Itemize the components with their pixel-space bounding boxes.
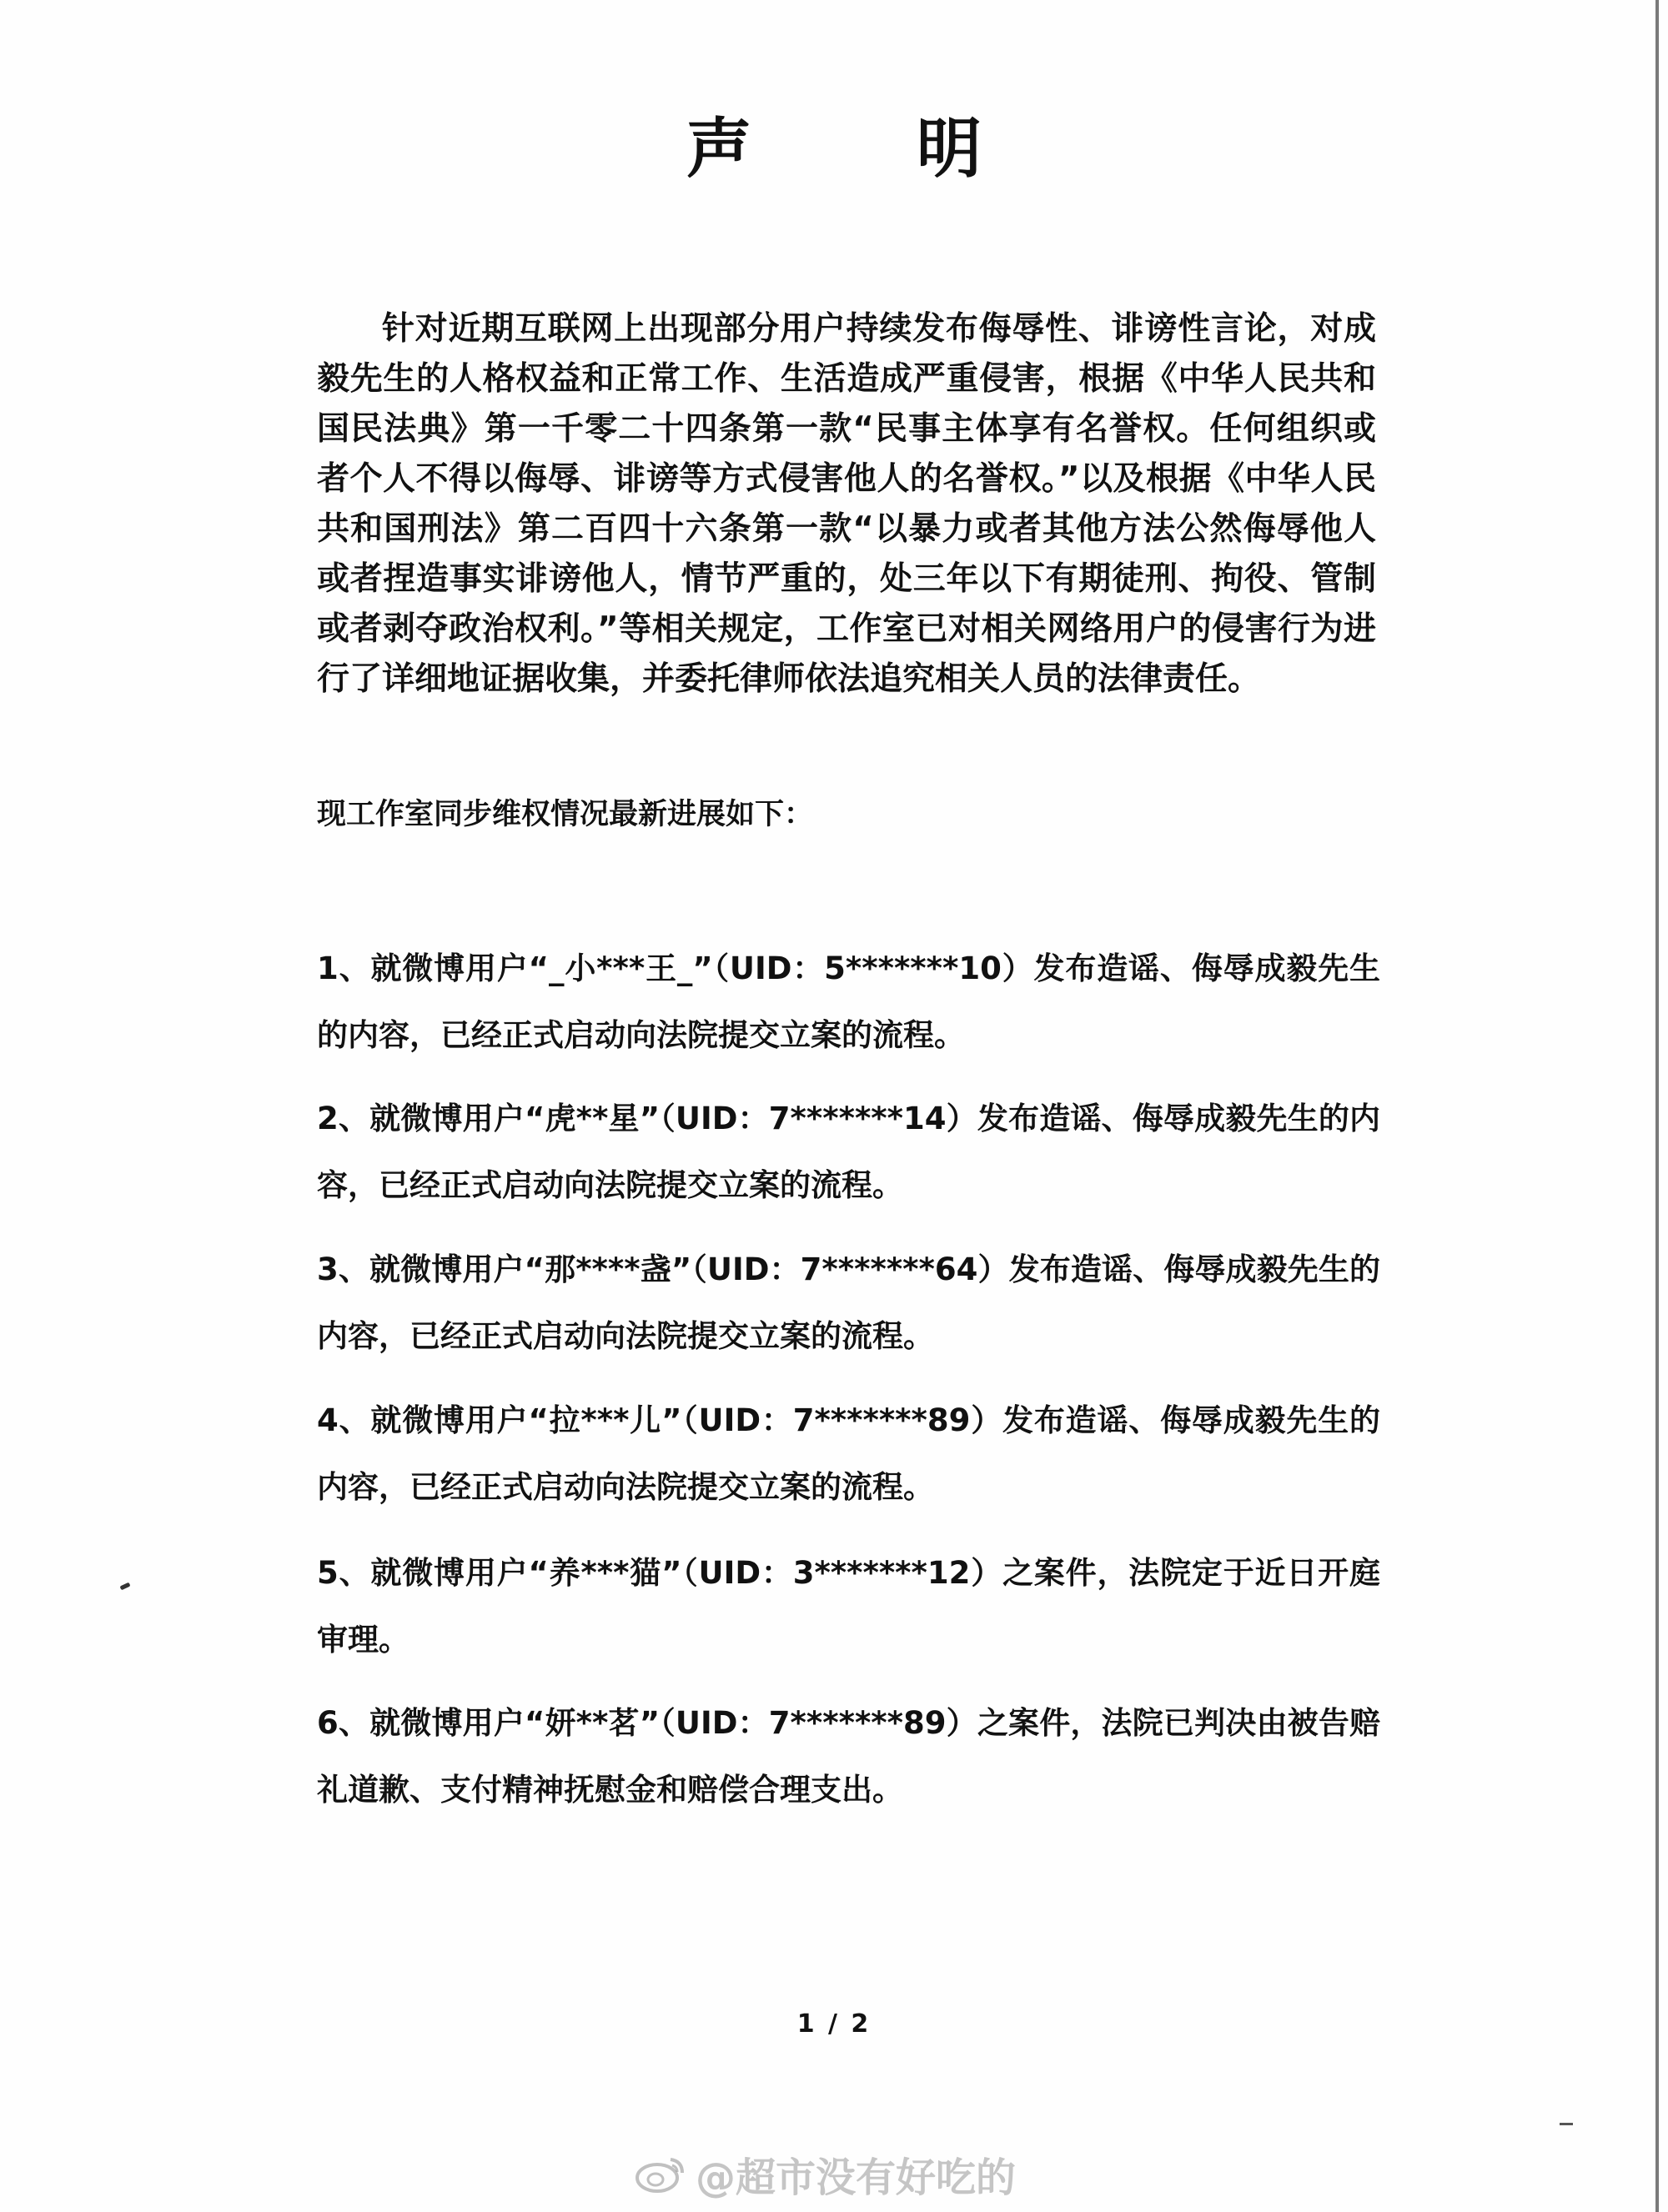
- page-number: 1 / 2: [796, 2009, 872, 2039]
- document-title: 声 明: [686, 111, 1032, 187]
- scan-artifact-dash: [1560, 2123, 1573, 2125]
- weibo-logo-icon: [634, 2153, 687, 2194]
- progress-item-6: 6、就微博用户“妍**茗”（UID：7*******89）之案件，法院已判决由被告赔礼道歉、支付精神抚慰金和赔偿合理支出。: [317, 1705, 1380, 1808]
- progress-lead-text: 现工作室同步维权情况最新进展如下：: [317, 798, 814, 831]
- scan-artifact-mark: [120, 1583, 131, 1591]
- scan-edge-line: [1655, 0, 1659, 2212]
- watermark: [634, 2144, 1016, 2203]
- progress-item-5: 5、就微博用户“养***猫”（UID：3*******12）之案件，法院定于近日开庭审理。: [317, 1555, 1380, 1658]
- progress-item-1: 1、就微博用户“_小***王_”（UID：5*******10）发布造谣、侮辱成毅先生的内容，已经正式启动向法院提交立案的流程。: [317, 951, 1380, 1053]
- progress-item-3: 3、就微博用户“那****盏”（UID：7*******64）发布造谣、侮辱成毅先生的内容，已经正式启动向法院提交立案的流程。: [317, 1251, 1380, 1354]
- watermark-text: @超市没有好吃的: [696, 2154, 1017, 2201]
- progress-item-4: 4、就微博用户“拉***儿”（UID：7*******89）发布造谣、侮辱成毅先生的内容，已经正式启动向法院提交立案的流程。: [317, 1402, 1380, 1505]
- intro-paragraph: 针对近期互联网上出现部分用户持续发布侮辱性、诽谤性言论，对成毅先生的人格权益和正常工作、生活造成严重侵害，根据《中华人民共和国民法典》第一千零二十四条第一款“民事主体享有名誉权。任何组织或者个人不得以侮辱、诽谤等方式侵害他人的名誉权。”以及根据《中华人民共和国刑法》第二百四十六条第一款“以暴力或者其他方法公然侮辱他人或者捏造事实诽谤他人，情节严重的，处三年以下有期徒刑、拘役、管制或者剥夺政治权利。”等相关规定，工作室已对相关网络用户的侵害行为进行了详细地证据收集，并委托律师依法追究相关人员的法律责任。: [317, 310, 1376, 698]
- progress-item-2: 2、就微博用户“虎**星”（UID：7*******14）发布造谣、侮辱成毅先生的内容，已经正式启动向法院提交立案的流程。: [317, 1101, 1380, 1203]
